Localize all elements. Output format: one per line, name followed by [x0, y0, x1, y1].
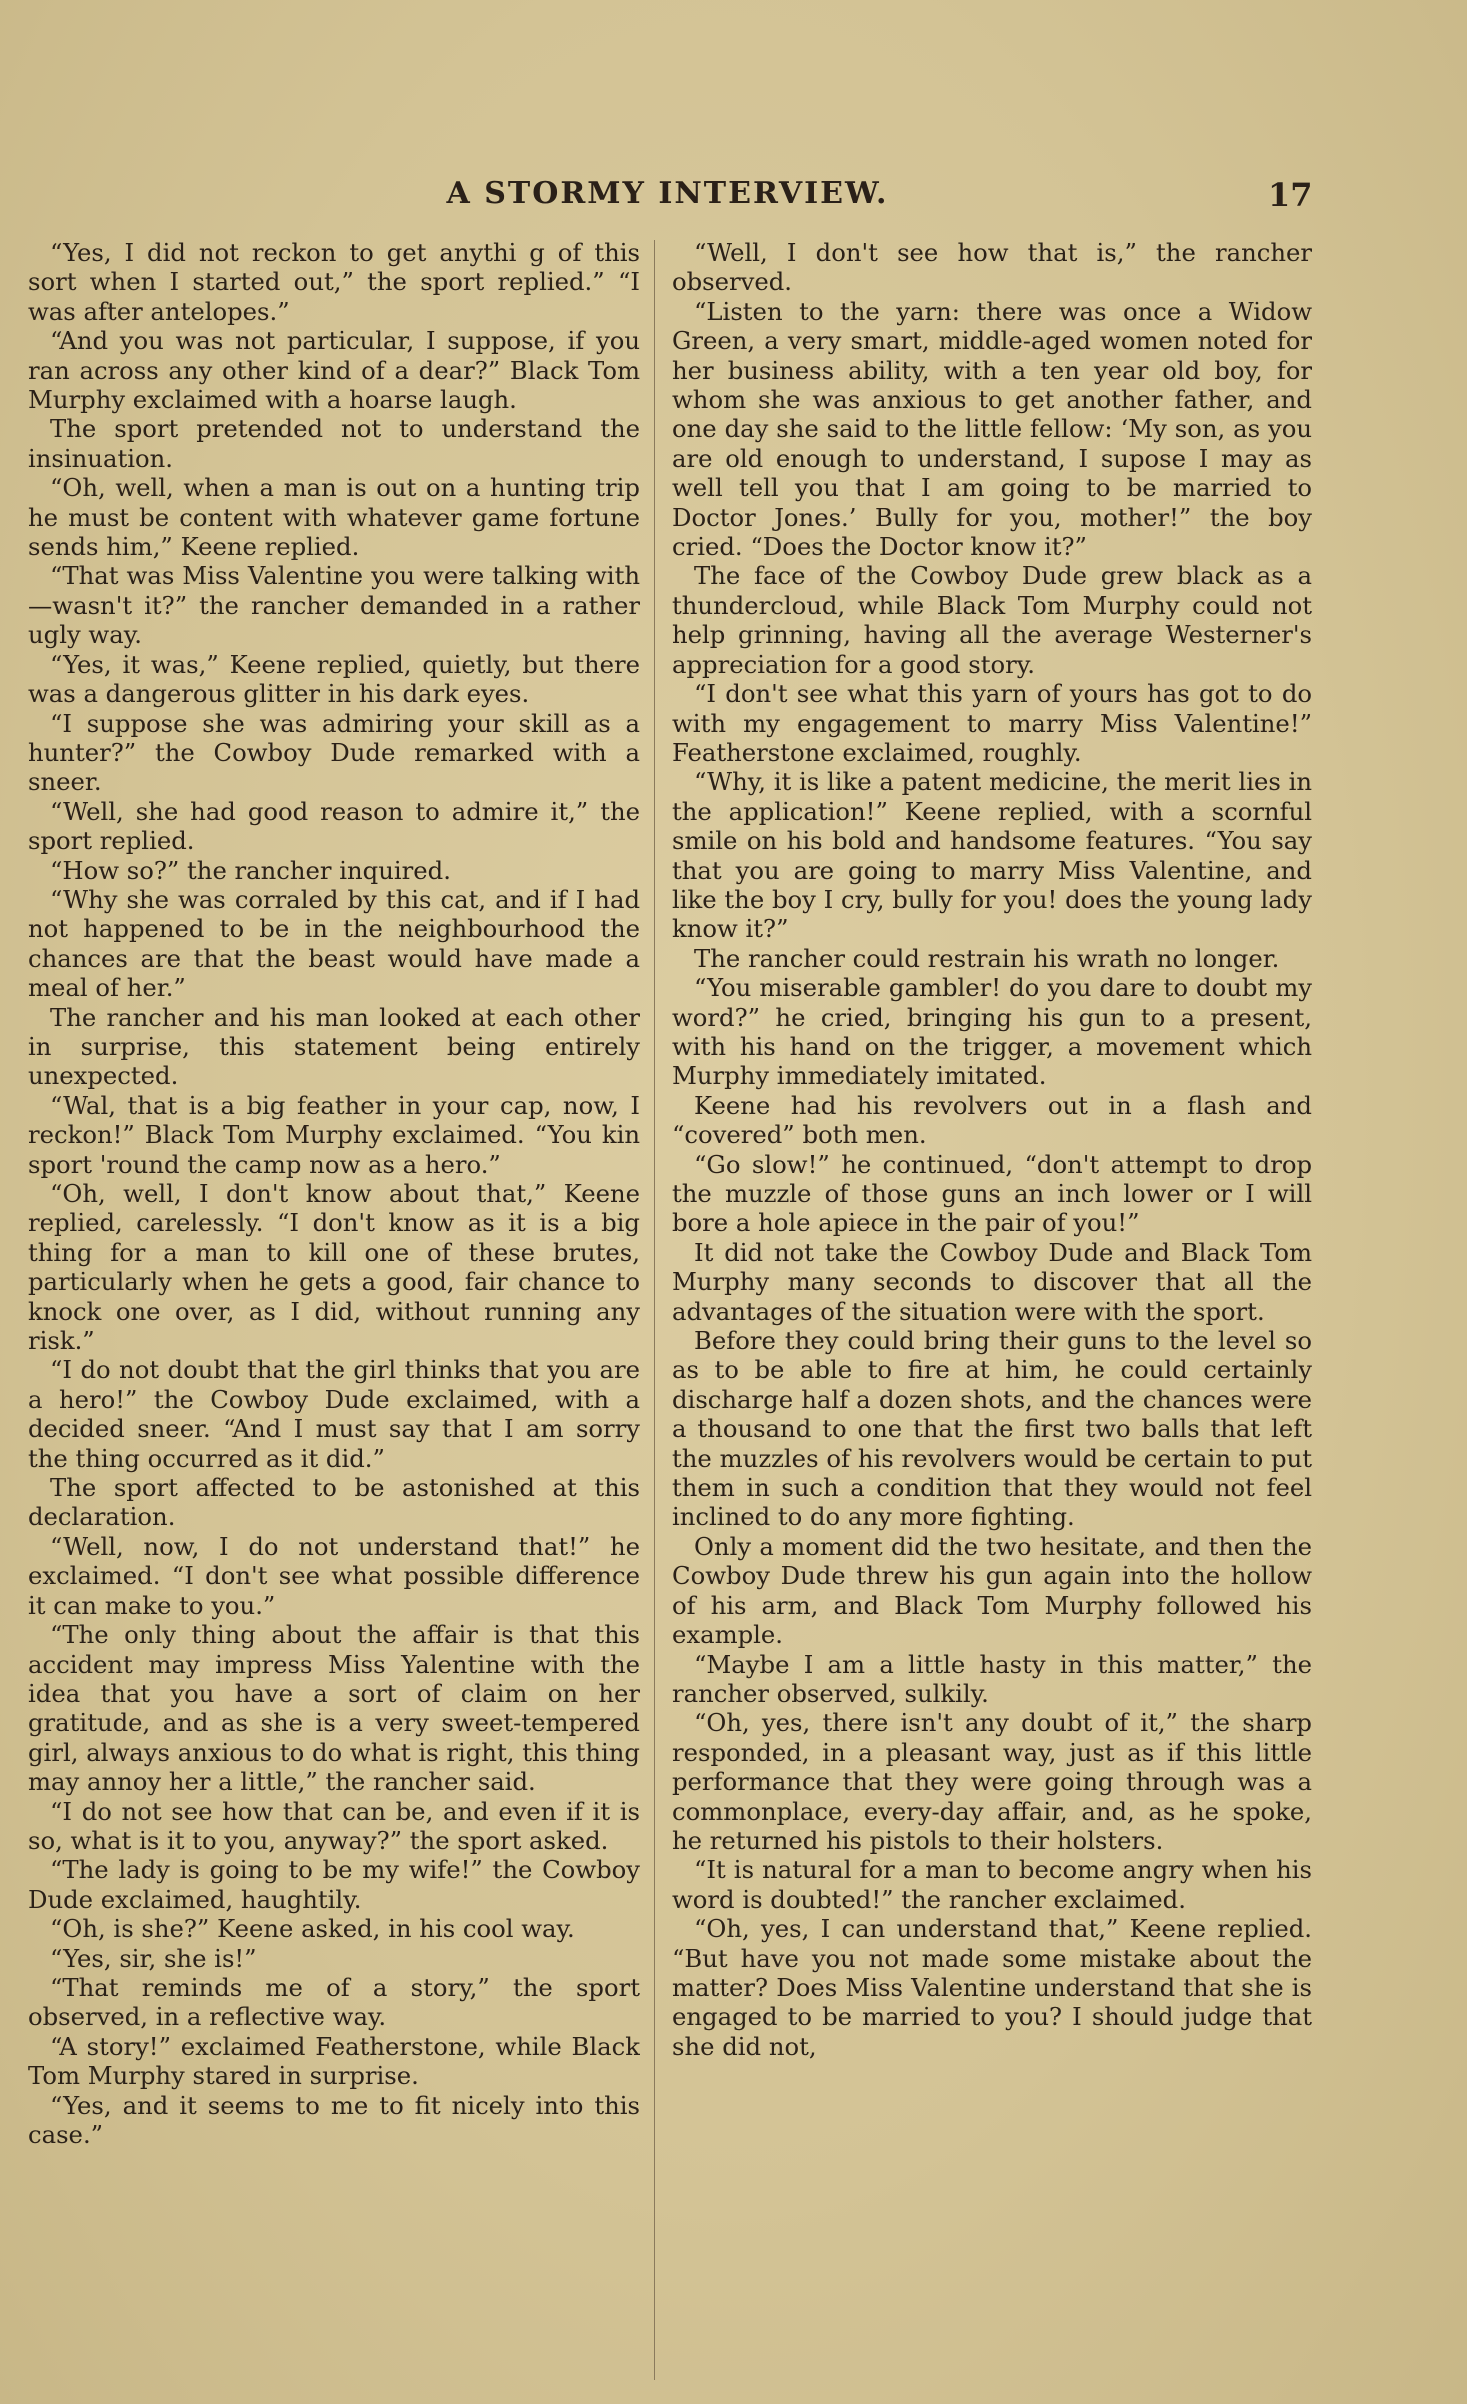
- paragraph: The face of the Cowboy Dude grew black as a thundercloud, while Black Tom Murphy could not help grinning, having all the average Westerner's appreciation for a good story.: [672, 561, 1312, 679]
- paragraph: The sport affected to be astonished at this declaration.: [28, 1473, 640, 1532]
- paragraph: “Why, it is like a patent medicine, the merit lies in the application!” Keene replied, with a scornful smile on his bold and handsome features. “You say that you are going to marry Miss Valentine, and like the boy I cry, bully for you! does the young lady know it?”: [672, 767, 1312, 944]
- paragraph: “Oh, well, when a man is out on a hunting trip he must be content with whatever game fortune sends him,” Keene replied.: [28, 473, 640, 562]
- paragraph: Before they could bring their guns to the level so as to be able to fire at him, he could certainly discharge half a dozen shots, and the chances were a thousand to one that the first two balls that left the muzzles of his revolvers would be certain to put them in such a condition that they would not feel inclined to do any more fighting.: [672, 1326, 1312, 1532]
- paragraph: “Oh, yes, I can understand that,” Keene replied. “But have you not made some mistake about the matter? Does Miss Valentine understand that she is engaged to be married to you? I should judge that she did not,: [672, 1914, 1312, 2061]
- paragraph: “How so?” the rancher inquired.: [50, 855, 451, 885]
- paragraph: It did not take the Cowboy Dude and Black Tom Murphy many seconds to discover that all the advantages of the situation were with the sport.: [672, 1237, 1312, 1326]
- paragraph: “That reminds me of a story,” the sport observed, in a reflective way.: [28, 1972, 640, 2032]
- paragraph: The rancher and his man looked at each other in surprise, this statement being entirely unexpected.: [28, 1002, 640, 1091]
- page-number: 17: [1268, 176, 1313, 214]
- paragraph: “I don't see what this yarn of yours has got to do with my engagement to marry Miss Valentine!” Featherstone exclaimed, roughly.: [672, 679, 1312, 767]
- paragraph: “Maybe I am a little hasty in this matter,” the rancher observed, sulkily.: [672, 1649, 1312, 1708]
- paragraph: “I do not doubt that the girl thinks that you are a hero!” the Cowboy Dude exclaimed, with a decided sneer. “And I must say that I am sorry the thing occurred as it did.”: [28, 1355, 640, 1473]
- paragraph: “Why she was corraled by this cat, and if I had not happened to be in the neighbourhood the chances are that the beast would have made a meal of her.”: [28, 884, 640, 1003]
- paragraph: “Listen to the yarn: there was once a Widow Green, a very smart, middle-aged women noted for her business ability, with a ten year old boy, for whom she was anxious to get another father, and one day she said to the little fellow: ‘My son, as you are old enough to understand, I supose I may as well tell you that I am going to be married to Doctor Jones.’ Bully for you, mother!” the boy cried. “Does the Doctor know it?”: [672, 296, 1312, 562]
- right-column: [672, 238, 1312, 2388]
- paragraph: “The lady is going to be my wife!” the Cowboy Dude exclaimed, haughtily.: [28, 1855, 640, 1914]
- paragraph: “It is natural for a man to become angry when his word is doubted!” the rancher exclaimed.: [672, 1855, 1312, 1914]
- column-divider: [654, 240, 655, 2380]
- paragraph: “Oh, is she?” Keene asked, in his cool way.: [50, 1914, 575, 1944]
- paragraph: The rancher could restrain his wrath no longer.: [694, 943, 1280, 973]
- page-header: [0, 172, 1467, 222]
- paragraph: “Oh, yes, there isn't any doubt of it,” the sharp responded, in a pleasant way, just as if this little performance that they were going through was a commonplace, every-day affair, and, as he spoke, he returned his pistols to their holsters.: [672, 1708, 1312, 1855]
- paragraph: “I suppose she was admiring your skill as a hunter?” the Cowboy Dude remarked with a sneer.: [28, 708, 640, 797]
- paragraph: “I do not see how that can be, and even if it is so, what is it to you, anyway?” the sport asked.: [28, 1796, 640, 1855]
- paragraph: “Wal, that is a big feather in your cap, now, I reckon!” Black Tom Murphy exclaimed. “You kin sport 'round the camp now as a hero.”: [28, 1090, 640, 1179]
- paragraph: “That was Miss Valentine you were talking with—wasn't it?” the rancher demanded in a rather ugly way.: [28, 561, 640, 650]
- paragraph: “You miserable gambler! do you dare to doubt my word?” he cried, bringing his gun to a present, with his hand on the trigger, a movement which Murphy immediately imitated.: [672, 973, 1312, 1091]
- paragraph: “Yes, sir, she is!”: [50, 1943, 257, 1973]
- paragraph: Only a moment did the two hesitate, and then the Cowboy Dude threw his gun again into the hollow of his arm, and Black Tom Murphy followed his example.: [672, 1531, 1312, 1650]
- paragraph: “The only thing about the affair is that this accident may impress Miss Yalentine with the idea that you have a sort of claim on her gratitude, and as she is a very sweet-tempered girl, always anxious to do what is right, this thing may annoy her a little,” the rancher said.: [28, 1620, 640, 1797]
- running-title: A STORMY INTERVIEW.: [446, 176, 889, 211]
- paragraph: “And you was not particular, I suppose, if you ran across any other kind of a dear?” Black Tom Murphy exclaimed with a hoarse laugh.: [28, 326, 640, 415]
- paragraph: “Well, now, I do not understand that!” he exclaimed. “I don't see what possible difference it can make to you.”: [28, 1531, 640, 1620]
- paragraph: “Go slow!” he continued, “don't attempt to drop the muzzle of those guns an inch lower or I will bore a hole apiece in the pair of you!”: [672, 1149, 1312, 1238]
- paragraph: “Well, I don't see how that is,” the rancher observed.: [672, 238, 1312, 297]
- paragraph: “Oh, well, I don't know about that,” Keene replied, carelessly. “I don't know as it is a big thing for a man to kill one of these brutes, particularly when he gets a good, fair chance to knock one over, as I did, without running any risk.”: [28, 1179, 640, 1356]
- paragraph: “Well, she had good reason to admire it,” the sport replied.: [28, 796, 640, 856]
- left-column: [28, 238, 640, 2388]
- paragraph: “A story!” exclaimed Featherstone, while Black Tom Murphy stared in surprise.: [28, 2031, 640, 2091]
- paragraph: “Yes, and it seems to me to fit nicely into this case.”: [28, 2090, 640, 2149]
- paragraph: The sport pretended not to understand the insinuation.: [28, 414, 640, 473]
- paragraph: Keene had his revolvers out in a flash and “covered” both men.: [672, 1090, 1312, 1150]
- paragraph: “Yes, I did not reckon to get anythi g of this sort when I started out,” the sport replied.” “I was after antelopes.”: [28, 238, 640, 326]
- paragraph: “Yes, it was,” Keene replied, quietly, but there was a dangerous glitter in his dark eyes.: [28, 649, 640, 709]
